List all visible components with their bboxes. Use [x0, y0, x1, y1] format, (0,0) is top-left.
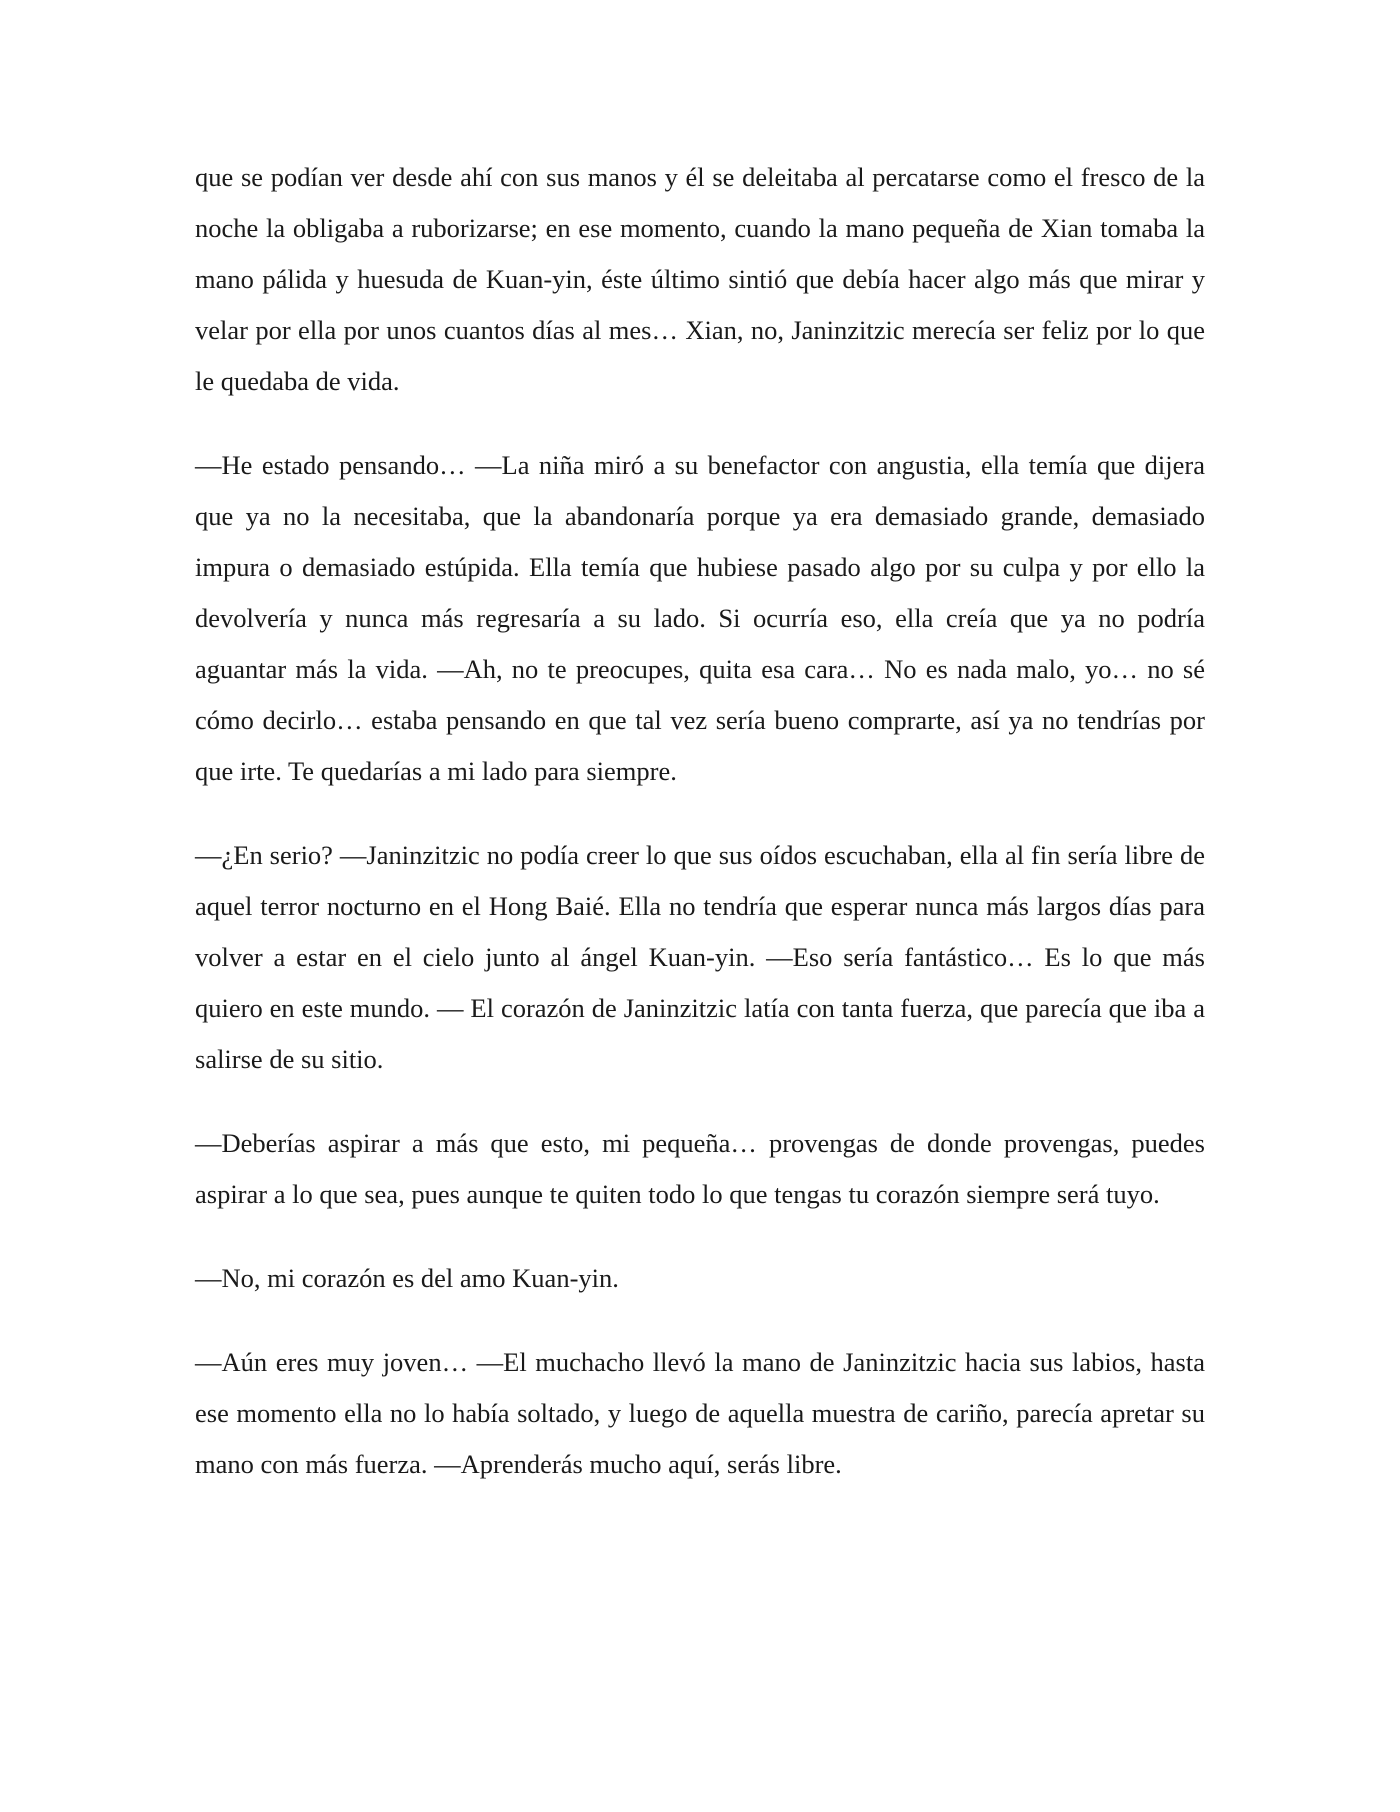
paragraph-4: —Deberías aspirar a más que esto, mi pequeña… provengas de donde provengas, puedes aspirar a lo que sea, pues aunque te quiten todo lo que tengas tu corazón siempre será tuyo. — [195, 1128, 1205, 1209]
paragraph-6: —Aún eres muy joven… —El muchacho llevó la mano de Janinzitzic hacia sus labios, hasta ese momento ella no lo había soltado, y luego de aquella muestra de cariño, parecía apretar su mano con más fuerza. —Aprenderás mucho aquí, serás libre. — [195, 1347, 1205, 1479]
paragraph-3: —¿En serio? —Janinzitzic no podía creer lo que sus oídos escuchaban, ella al fin sería libre de aquel terror nocturno en el Hong Baié. Ella no tendría que esperar nunca más largos días para volver a estar en el cielo junto al ángel Kuan-yin. —Eso sería fantástico… Es lo que más quiero en este mundo. — El corazón de Janinzitzic latía con tanta fuerza, que parecía que iba a salirse de su sitio. — [195, 840, 1205, 1074]
paragraph-5: —No, mi corazón es del amo Kuan-yin. — [195, 1263, 619, 1293]
paragraph-1: que se podían ver desde ahí con sus manos y él se deleitaba al percatarse como el fresco de la noche la obligaba a ruborizarse; en ese momento, cuando la mano pequeña de Xian tomaba la mano pálida y huesuda de Kuan-yin, éste último sintió que debía hacer algo más que mirar y velar por ella por unos cuantos días al mes… Xian, no, Janinzitzic merecía ser feliz por lo que le quedaba de vida. — [195, 162, 1205, 396]
body-text — [195, 152, 1205, 1490]
paragraph-2: —He estado pensando… —La niña miró a su benefactor con angustia, ella temía que dijera que ya no la necesitaba, que la abandonaría porque ya era demasiado grande, demasiado impura o demasiado estúpida. Ella temía que hubiese pasado algo por su culpa y por ello la devolvería y nunca más regresaría a su lado. Si ocurría eso, ella creía que ya no podría aguantar más la vida. —Ah, no te preocupes, quita esa cara… No es nada malo, yo… no sé cómo decirlo… estaba pensando en que tal vez sería bueno comprarte, así ya no tendrías por que irte. Te quedarías a mi lado para siempre. — [195, 450, 1205, 786]
